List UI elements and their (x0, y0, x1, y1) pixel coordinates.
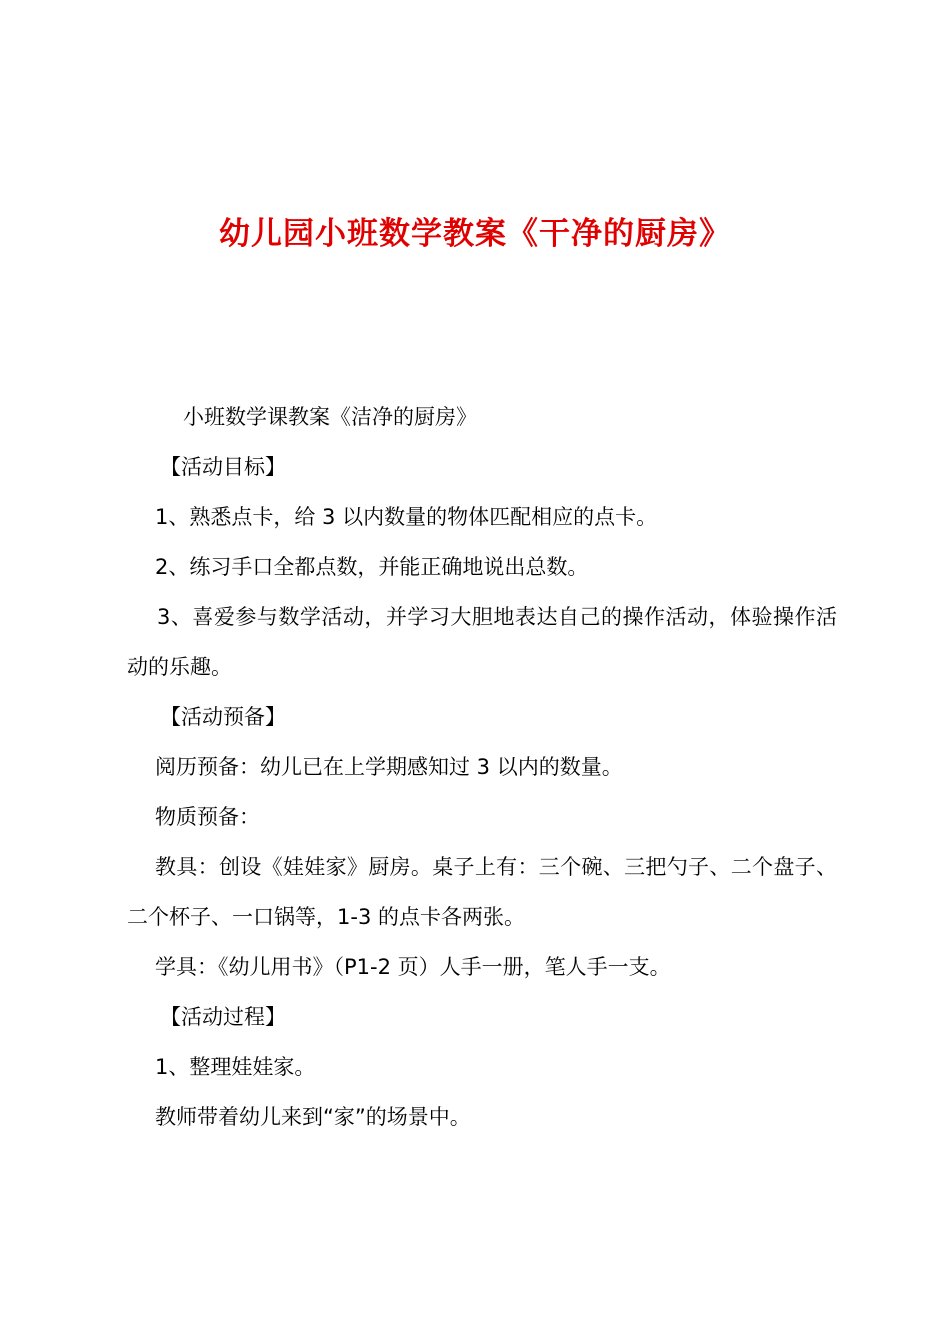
document-body (127, 392, 837, 1142)
prep-material: 物质预备： (155, 805, 260, 829)
process-step-1: 1、整理娃娃家。 (155, 1055, 316, 1079)
document-subtitle: 小班数学课教案《洁净的厨房》 (183, 405, 477, 429)
goal-item-3: 3、喜爱参与数学活动，并学习大胆地表达自己的操作活动，体验操作活动的乐趣。 (127, 605, 837, 679)
document-title: 幼儿园小班数学教案《干净的厨房》 (219, 216, 731, 252)
process-step-1-text: 教师带着幼儿来到“家”的场景中。 (155, 1105, 471, 1129)
prep-student-aids: 学具：《幼儿用书》（P1-2 页）人手一册，笔人手一支。 (155, 955, 671, 979)
goals-heading: 【活动目标】 (160, 455, 286, 479)
process-heading: 【活动过程】 (160, 1005, 286, 1029)
goal-item-2: 2、练习手口全都点数，并能正确地说出总数。 (155, 555, 589, 579)
prep-experience: 阅历预备：幼儿已在上学期感知过 3 以内的数量。 (155, 755, 623, 779)
prep-teacher-aids: 教具：创设《娃娃家》厨房。桌子上有：三个碗、三把勺子、二个盘子、二个杯子、一口锅等，1-3 的点卡各两张。 (127, 855, 837, 929)
prep-heading: 【活动预备】 (160, 705, 286, 729)
goal-item-1: 1、熟悉点卡，给 3 以内数量的物体匹配相应的点卡。 (155, 505, 658, 529)
